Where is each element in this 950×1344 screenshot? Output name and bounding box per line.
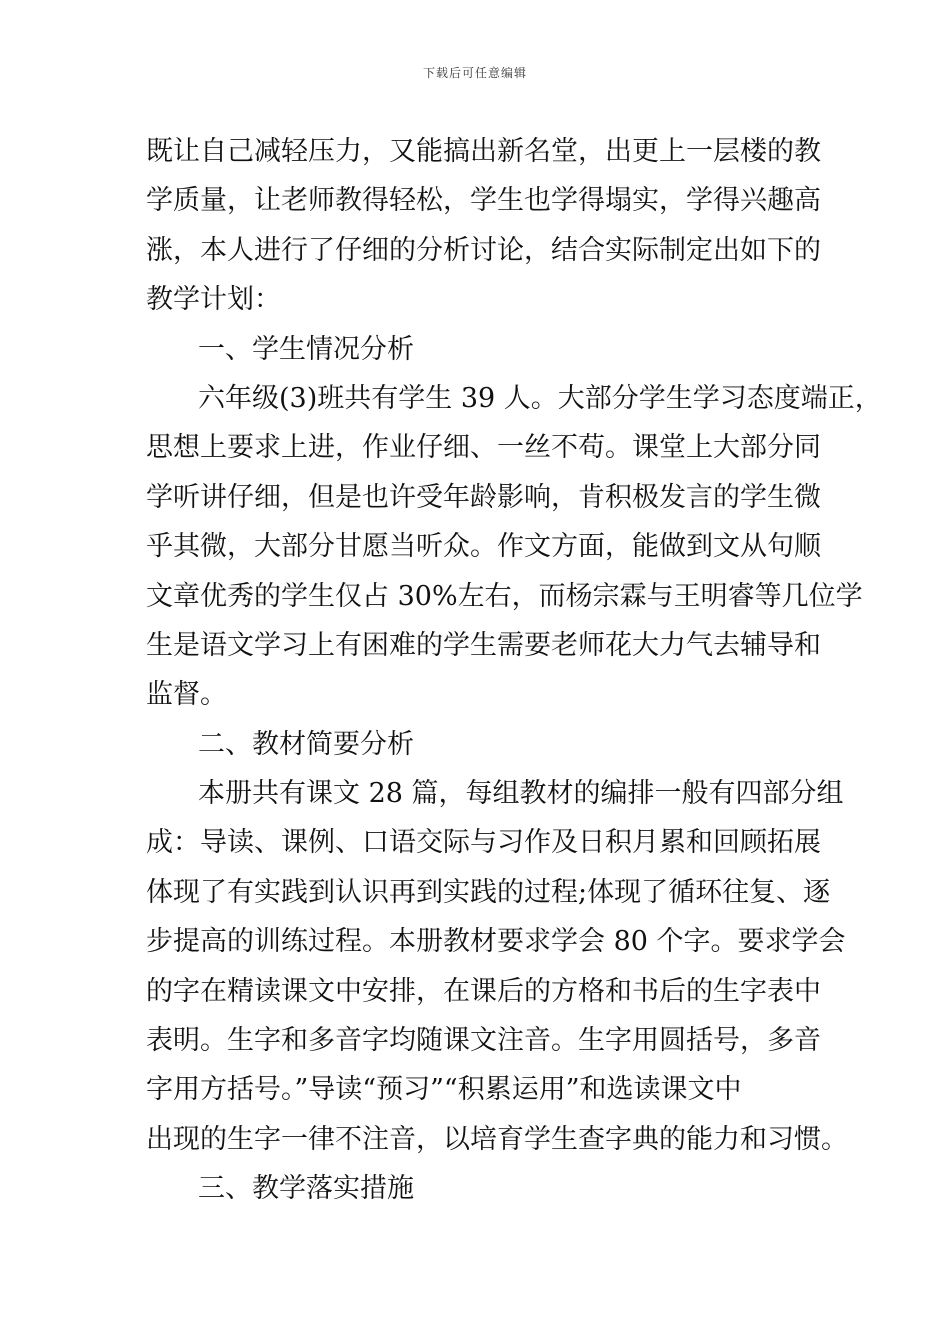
text-line: 本册共有课文 28 篇，每组教材的编排一般有四部分组 <box>198 778 844 810</box>
text-line: 文章优秀的学生仅占 30%左右，而杨宗霖与王明睿等几位学 <box>146 580 863 612</box>
text-line: 教学计划： <box>146 284 281 316</box>
text-line: 学质量，让老师教得轻松，学生也学得塌实，学得兴趣高 <box>146 185 821 217</box>
text-line: 学听讲仔细，但是也许受年龄影响，肯积极发言的学生微 <box>146 481 821 513</box>
page-header: 下载后可任意编辑 <box>422 66 527 80</box>
section-heading-student-analysis: 一、学生情况分析 <box>198 333 414 365</box>
text-line: 既让自己减轻压力，又能搞出新名堂，出更上一层楼的教 <box>146 136 821 167</box>
text-line: 步提高的训练过程。本册教材要求学会 80 个字。要求学会 <box>146 926 846 958</box>
text-line: 乎其微，大部分甘愿当听众。作文方面，能做到文从句顺 <box>146 531 821 563</box>
text-line: 的字在精读课文中安排，在课后的方格和书后的生字表中 <box>146 975 821 1007</box>
body-text <box>146 127 882 1214</box>
text-line: 成：导读、课例、口语交际与习作及日积月累和回顾拓展 <box>146 827 821 859</box>
text-line: 表明。生字和多音字均随课文注音。生字用圆括号，多音 <box>146 1025 821 1057</box>
text-line: 涨，本人进行了仔细的分析讨论，结合实际制定出如下的 <box>146 234 821 266</box>
text-line: 生是语文学习上有困难的学生需要老师花大力气去辅导和 <box>146 629 821 661</box>
text-line: 体现了有实践到认识再到实践的过程;体现了循环往复、逐 <box>146 876 831 908</box>
section-heading-teaching-measures: 三、教学落实措施 <box>198 1173 414 1205</box>
text-line: 出现的生字一律不注音，以培育学生查字典的能力和习惯。 <box>146 1123 848 1155</box>
text-line: 思想上要求上进，作业仔细、一丝不苟。课堂上大部分同 <box>146 432 821 464</box>
text-line: 字用方括号。”导读“预习”“积累运用”和选读课文中 <box>146 1074 742 1106</box>
section-heading-textbook-analysis: 二、教材简要分析 <box>198 728 414 760</box>
text-line: 监督。 <box>146 679 227 711</box>
text-line: 六年级(3)班共有学生 39 人。大部分学生学习态度端正， <box>198 382 882 414</box>
